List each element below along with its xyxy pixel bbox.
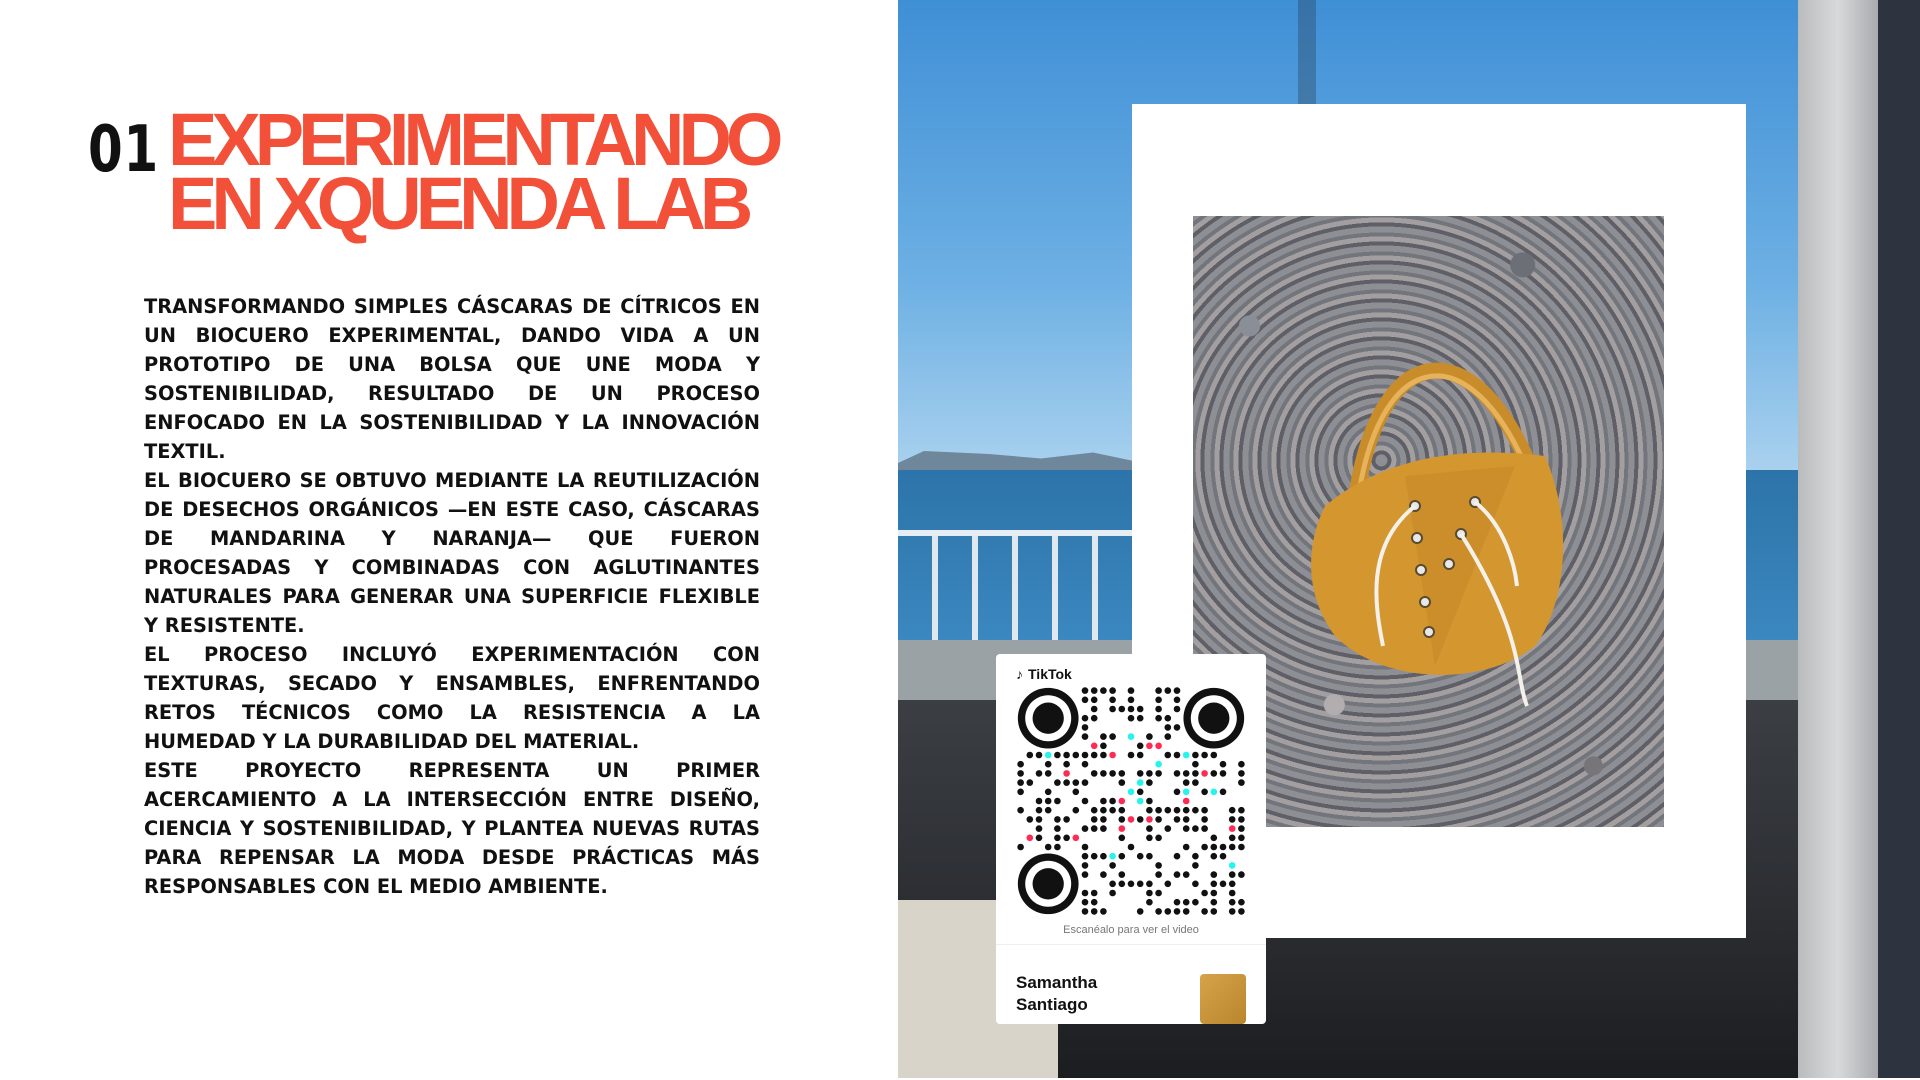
window-frame — [1298, 0, 1316, 110]
paragraph-4: ESTE PROYECTO REPRESENTA UN PRIMER ACERCAMIENTO A LA INTERSECCIÓN ENTRE DISEÑO, CIENCIA Y SOSTENIBILIDAD, Y PLANTEA NUEVAS RUTAS PARA REPENSAR LA MODA DESDE PRÁCTICAS MÁS RESPONSABLES CON EL MEDIO AMBIENTE. — [144, 759, 760, 898]
qr-finder-eye — [1018, 688, 1079, 749]
title-line-1: EXPERIMENTANDO — [168, 98, 778, 181]
paragraph-1: TRANSFORMANDO SIMPLES CÁSCARAS DE CÍTRICOS EN UN BIOCUERO EXPERIMENTAL, DANDO VIDA A UN PROTOTIPO DE UNA BOLSA QUE UNE MODA Y SOSTENIBILIDAD, RESULTADO DE UN PROCESO ENFOCADO EN LA SOSTENIBILIDAD Y LA INNOVACIÓN TEXTIL. — [144, 295, 760, 463]
biocuero-bag-image — [1265, 306, 1605, 726]
paragraph-2: EL BIOCUERO SE OBTUVO MEDIANTE LA REUTILIZACIÓN DE DESECHOS ORGÁNICOS —EN ESTE CASO, CÁSCARAS DE MANDARINA Y NARANJA— QUE FUERON PROCESADAS Y COMBINADAS CON AGLUTINANTES NATURALES PARA GENERAR UNA SUPERFICIE FLEXIBLE Y RESISTENTE. — [144, 469, 760, 637]
video-thumbnail[interactable] — [1200, 974, 1246, 1024]
title-line-2: EN XQUENDA LAB — [168, 162, 748, 245]
concrete-pillar — [1798, 0, 1878, 1078]
qr-finder-eye — [1018, 853, 1079, 914]
railing — [898, 530, 1138, 646]
tiktok-logo-icon: ♪ — [1016, 666, 1023, 682]
tiktok-qr-card[interactable] — [996, 654, 1266, 1024]
qr-code[interactable] — [1016, 686, 1246, 916]
body-text — [144, 292, 760, 901]
section-number: 01 — [88, 113, 160, 187]
tiktok-brand — [1016, 666, 1072, 682]
author-name: Samantha Santiago — [1016, 973, 1098, 1014]
equipment — [1878, 0, 1920, 1078]
qr-finder-eye — [1183, 688, 1244, 749]
tiktok-brand-label: TikTok — [1028, 666, 1072, 682]
scan-caption: Escanéalo para ver el video — [1063, 924, 1199, 936]
card-divider — [996, 944, 1266, 945]
section-title — [168, 98, 778, 245]
paragraph-3: EL PROCESO INCLUYÓ EXPERIMENTACIÓN CON TEXTURAS, SECADO Y ENSAMBLES, ENFRENTANDO RETOS TÉCNICOS COMO LA RESISTENCIA A LA HUMEDAD Y LA DURABILIDAD DEL MATERIAL. — [144, 643, 760, 753]
